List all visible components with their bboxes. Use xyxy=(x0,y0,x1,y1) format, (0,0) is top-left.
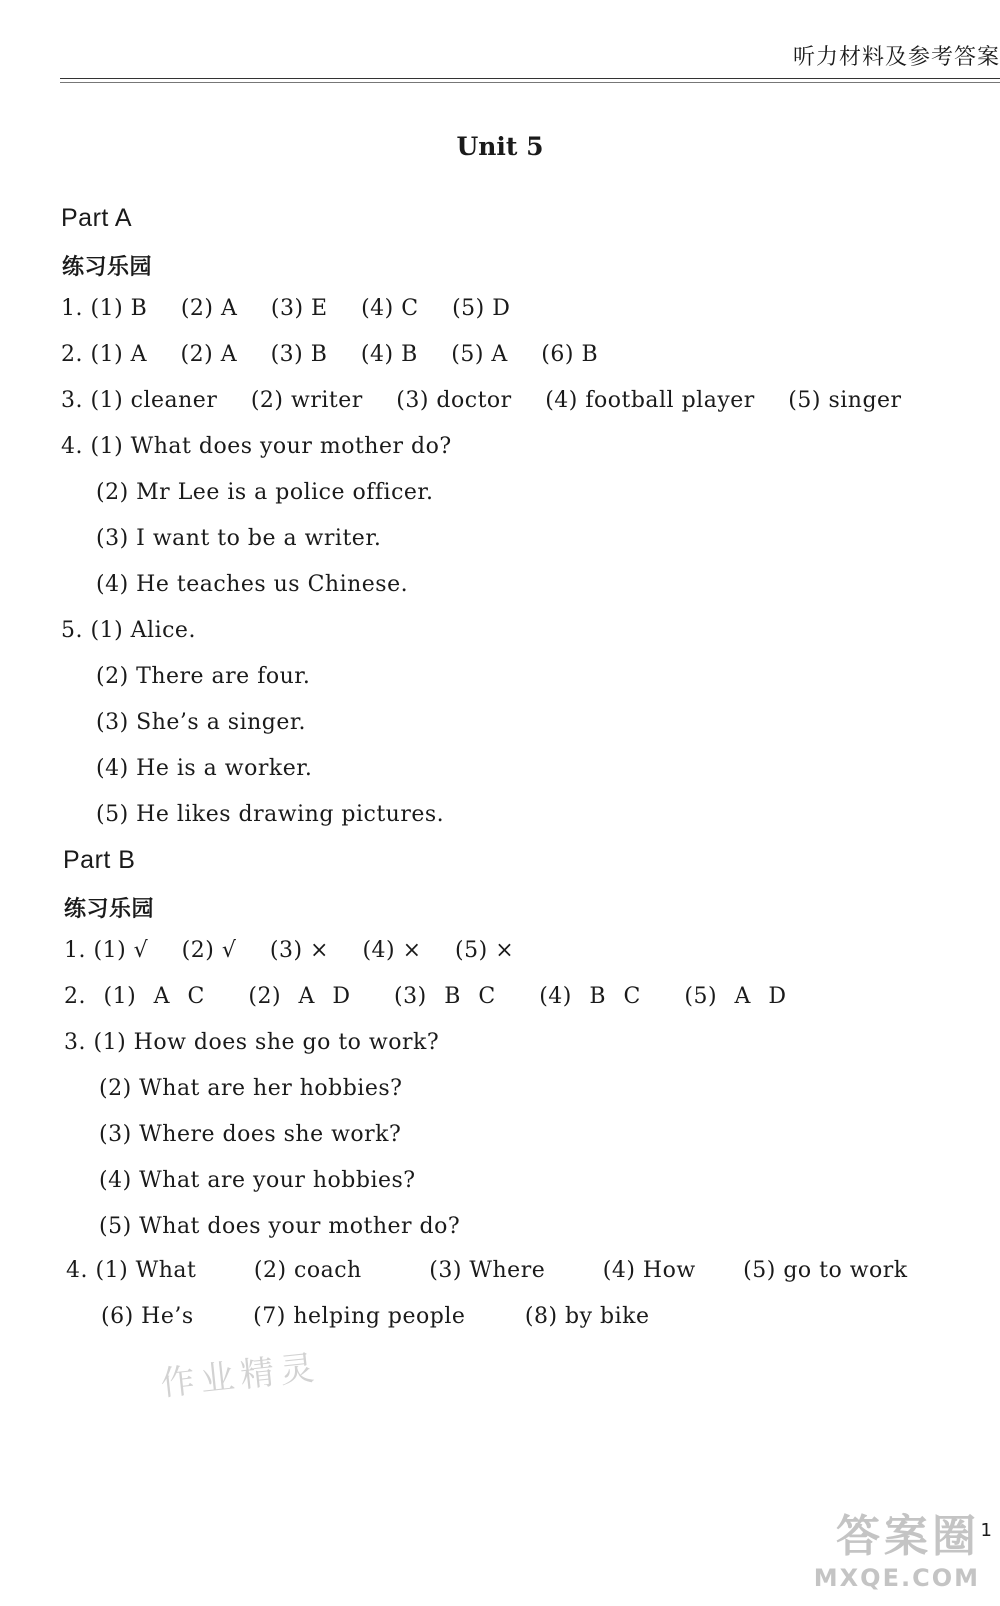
answer: (3) × xyxy=(269,938,329,963)
answer: (5) go to work xyxy=(743,1258,908,1283)
answer: (7) helping people xyxy=(253,1304,466,1329)
page-number: 1 xyxy=(980,1520,992,1541)
unit-title: Unit 5 xyxy=(456,132,544,161)
part-a-q4-line-2: (2) Mr Lee is a police officer. xyxy=(96,480,434,505)
header-title: 听力材料及参考答案 xyxy=(792,45,1000,70)
answer: (2) coach xyxy=(253,1258,362,1283)
part-a-q4-line-3: (3) I want to be a writer. xyxy=(96,526,382,551)
part-b-q3-line-3: (3) Where does she work? xyxy=(99,1122,402,1147)
part-a-q4-line-1: 4. (1) What does your mother do? xyxy=(61,434,452,459)
header-rule xyxy=(60,78,1000,83)
stamp-watermark: 作业精灵 xyxy=(158,1347,323,1405)
answer: (4) C xyxy=(361,296,419,321)
answer: (4) How xyxy=(602,1258,696,1283)
part-a-section-title: 练习乐园 xyxy=(62,255,153,280)
part-b-label: Part B xyxy=(63,846,136,874)
watermark-top: 答案圈 xyxy=(836,1511,980,1562)
answer: (4) × xyxy=(362,938,422,963)
part-a-label: Part A xyxy=(61,204,133,232)
answer: (4) football player xyxy=(545,388,755,413)
part-a-q5-line-2: (2) There are four. xyxy=(96,664,311,689)
part-b-q3-line-1: 3. (1) How does she go to work? xyxy=(64,1030,440,1055)
answer: (2) A xyxy=(180,342,238,367)
part-a-q5-line-4: (4) He is a worker. xyxy=(96,756,313,781)
answer: (2) A D xyxy=(248,984,351,1009)
answer: (3) B xyxy=(270,342,328,367)
answer: 1. (1) B xyxy=(61,296,148,321)
answer: (5) singer xyxy=(788,388,902,413)
answer: (5) D xyxy=(452,296,511,321)
part-a-q1 xyxy=(61,296,510,321)
answer: 2. (1) A C xyxy=(64,984,205,1009)
answer: (5) A D xyxy=(684,984,787,1009)
part-b-q3-line-2: (2) What are her hobbies? xyxy=(99,1076,403,1101)
answer: (6) He’s xyxy=(101,1304,194,1329)
part-b-q2 xyxy=(64,984,787,1009)
answer: (5) A xyxy=(451,342,508,367)
answer: 3. (1) cleaner xyxy=(61,388,218,413)
answer: (3) Where xyxy=(429,1258,546,1283)
answer: (4) B xyxy=(360,342,418,367)
part-b-q4-row-2 xyxy=(101,1304,650,1329)
answer: (3) E xyxy=(270,296,328,321)
part-b-q3-line-4: (4) What are your hobbies? xyxy=(99,1168,416,1193)
answer: (8) by bike xyxy=(524,1304,650,1329)
part-a-q3 xyxy=(61,388,902,413)
part-b-q3-line-5: (5) What does your mother do? xyxy=(99,1214,461,1239)
part-b-section-title: 练习乐园 xyxy=(64,897,155,922)
answer: (3) B C xyxy=(394,984,496,1009)
answer: (5) × xyxy=(455,938,515,963)
site-watermark xyxy=(814,1500,980,1592)
answer: (3) doctor xyxy=(396,388,512,413)
watermark-bottom: MXQE.COM xyxy=(813,1564,980,1592)
answer: 4. (1) What xyxy=(66,1258,197,1283)
part-a-q5-line-5: (5) He likes drawing pictures. xyxy=(96,802,445,827)
answer: (2) A xyxy=(180,296,238,321)
answer: (2) √ xyxy=(181,938,237,963)
part-a-q5-line-1: 5. (1) Alice. xyxy=(61,618,196,643)
part-a-q4-line-4: (4) He teaches us Chinese. xyxy=(96,572,409,597)
part-b-q4-row-1 xyxy=(66,1258,908,1283)
answer: (2) writer xyxy=(250,388,363,413)
answer: 2. (1) A xyxy=(61,342,148,367)
answer: (4) B C xyxy=(539,984,641,1009)
part-a-q5-line-3: (3) She’s a singer. xyxy=(96,710,306,735)
part-a-q2 xyxy=(61,342,598,367)
answer: 1. (1) √ xyxy=(64,938,149,963)
part-b-q1 xyxy=(64,938,514,963)
answer: (6) B xyxy=(541,342,599,367)
